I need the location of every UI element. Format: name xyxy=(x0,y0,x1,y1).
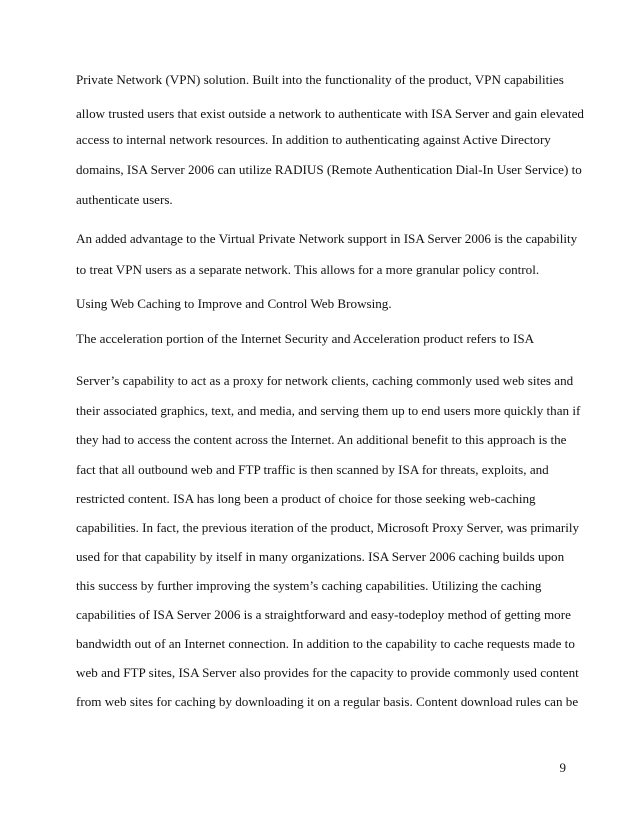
paragraph-line: this success by further improving the system’s caching capabilities. Utilizing the caching xyxy=(76,578,542,593)
paragraph-line: domains, ISA Server 2006 can utilize RADIUS (Remote Authentication Dial-In User Service) to xyxy=(76,162,582,177)
paragraph-line: allow trusted users that exist outside a network to authenticate with ISA Server and gain elevated xyxy=(76,106,584,121)
paragraph-line: fact that all outbound web and FTP traffic is then scanned by ISA for threats, exploits, and xyxy=(76,462,549,477)
paragraph-line: used for that capability by itself in many organizations. ISA Server 2006 caching builds upon xyxy=(76,549,565,564)
paragraph-line: their associated graphics, text, and media, and serving them up to end users more quickly than if xyxy=(76,403,581,418)
paragraph-line: to treat VPN users as a separate network. This allows for a more granular policy control. xyxy=(76,262,540,277)
paragraph-line: capabilities. In fact, the previous iteration of the product, Microsoft Proxy Server, was primarily xyxy=(76,520,580,535)
paragraph-line: Private Network (VPN) solution. Built into the functionality of the product, VPN capabilities xyxy=(76,72,564,87)
section-heading: Using Web Caching to Improve and Control Web Browsing. xyxy=(76,296,392,311)
paragraph-line: they had to access the content across the Internet. An additional benefit to this approach is the xyxy=(76,432,567,447)
paragraph-line: access to internal network resources. In addition to authenticating against Active Directory xyxy=(76,132,551,147)
page-number: 9 xyxy=(559,760,566,775)
paragraph-line: An added advantage to the Virtual Private Network support in ISA Server 2006 is the capability xyxy=(76,231,578,246)
paragraph-line: capabilities of ISA Server 2006 is a straightforward and easy-todeploy method of getting more xyxy=(76,607,571,622)
paragraph-line: The acceleration portion of the Internet Security and Acceleration product refers to ISA xyxy=(76,331,535,346)
paragraph-line: restricted content. ISA has long been a product of choice for those seeking web-caching xyxy=(76,491,536,506)
paragraph-line: authenticate users. xyxy=(76,192,173,207)
paragraph-line: bandwidth out of an Internet connection. In addition to the capability to cache requests made to xyxy=(76,636,575,651)
paragraph-line: web and FTP sites, ISA Server also provides for the capacity to provide commonly used content xyxy=(76,665,579,680)
paragraph-line: Server’s capability to act as a proxy for network clients, caching commonly used web sites and xyxy=(76,373,574,388)
paragraph-line: from web sites for caching by downloading it on a regular basis. Content download rules can be xyxy=(76,694,579,709)
